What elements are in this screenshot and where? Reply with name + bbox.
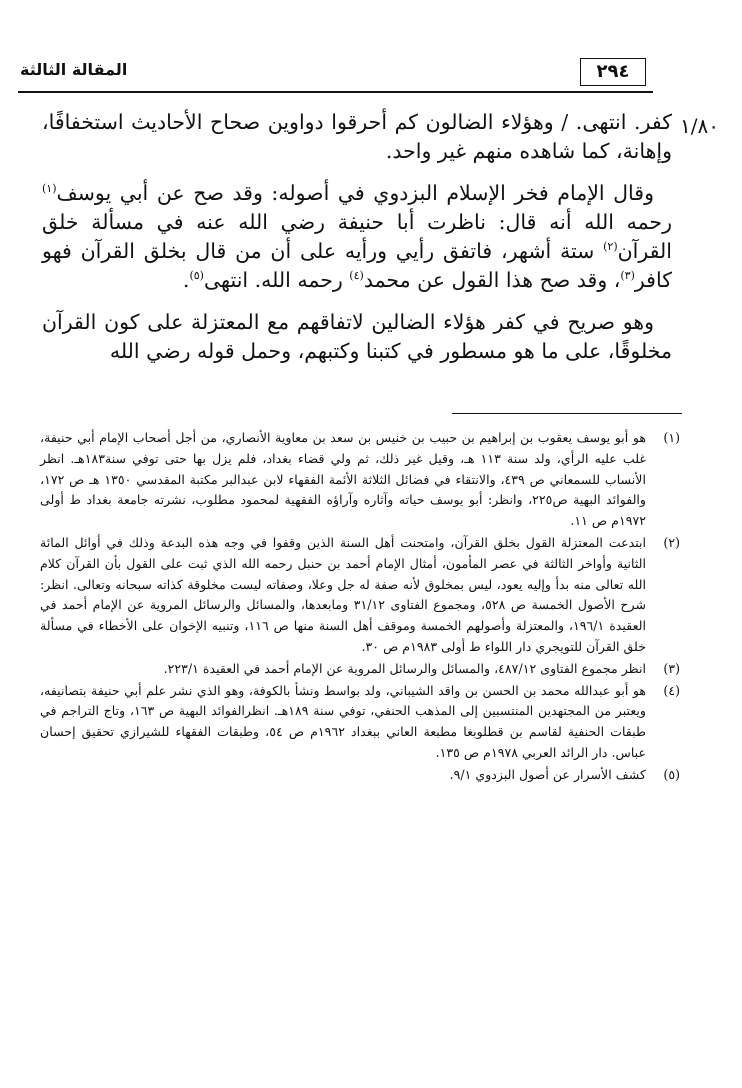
paragraph-2-part-a: وقال الإمام فخر الإسلام البزدوي في أصوله: وقد صح عن أبي يوسف (56, 181, 654, 205)
footnote-marker: (٣) (663, 660, 680, 676)
footnote-5 (40, 765, 680, 786)
paragraph-2-part-e: رحمه الله. انتهى (203, 268, 350, 292)
footnote-text: هو أبو يوسف يعقوب بن إبراهيم بن حبيب بن خنيس بن سعد بن معاوية الأنصاري، من أجل أصحاب الإمام أبي حنيفة، غلب عليه الرأي، ولد سنة ١١٣ هـ، وقيل غير ذلك، ثم ولي قضاء بغداد، فلم يزل بها حتى توفي سنة١٨٣هـ. انظر الأنساب للسمعاني ص ٤٣٩، والانتقاء في فضائل الثلاثة الأئمة الفقهاء لابن عبدالبر مكتبة المقدسي ١٣٥٠ هـ ص ١٧٢، والفوائد البهية ص٢٢٥، وانظر: أبو يوسف حياته وآثاره وآراؤه الفقهية لمحمود مطلوب، نشرته جامعة بغداد ط أولى ١٩٧٢م ص ١١. (40, 430, 646, 529)
header-rule (18, 91, 653, 93)
footnotes (40, 428, 680, 787)
footnote-separator (452, 413, 682, 414)
footnote-marker: (٥) (663, 766, 680, 782)
footnote-ref-2: (٢) (603, 240, 618, 254)
footnote-2 (40, 533, 680, 658)
footnote-1 (40, 428, 680, 532)
paragraph-2-part-b: رحمه الله أنه قال: ناظرت أبا حنيفة رضي الله عنه في مسألة خلق القرآن (42, 210, 672, 263)
footnote-text: ابتدعت المعتزلة القول بخلق القرآن، وامتحنت أهل السنة الذين وقفوا في وجه هذه البدعة وذلك في أوائل المائة الثانية وأواخر الثالثة في عصر المأمون، أمثال الإمام أحمد بن حنبل رحمه الله الذي ثبت على القول بأن القرآن كلام الله تعالى منه بدأ وإليه يعود، ليس بمخلوق لأنه صفة له جل وعلا، وصفاته ليست مخلوقة كذاته سبحانه وتعالى. انظر: شرح الأصول الخمسة ص ٥٢٨، ومجموع الفتاوى ٣١/١٢ ومابعدها، والمسائل والرسائل المروية عن الإمام أحمد في العقيدة ١٩٦/١، والمعتزلة وأصولهم الخمسة وموقف أهل السنة منها ص ١١٦، وتنبيه الإخوان على الأخطاء في مسألة خلق القرآن للتويجري دار اللواء ط أولى ١٩٨٣م ص ٣٠. (40, 534, 647, 654)
paragraph-1: كفر. انتهى. / وهؤلاء الضالون كم أحرقوا دواوين صحاح الأحاديث استخفافًا، وإهانة، كما شاهده منهم غير واحد. (42, 110, 672, 163)
footnote-ref-3: (٣) (620, 269, 635, 283)
footnote-text: انظر مجموع الفتاوى ٤٨٧/١٢، والمسائل والرسائل المروية عن الإمام أحمد في العقيدة ٢٢٣/١. (163, 660, 646, 676)
paragraph-2-part-d: ، وقد صح هذا القول عن محمد (363, 268, 621, 292)
footnote-ref-4: (٤) (349, 269, 364, 283)
footnote-text: هو أبو عبدالله محمد بن الحسن بن واقد الشيباني، ولد بواسط ونشأ بالكوفة، وهو الذي نشر علم أبي حنيفة بتصانيفه، ويعتبر من المجتهدين المنتسبين إلى المذهب الحنفي، توفي سنة ١٨٩هـ. انظرالفوائد البهية ص ١٦٣، وتاج التراجم في طبقات الحنفية لقاسم بن قطلوبغا مطبعة العاني ببغداد ١٩٦٢م ص ٥٤، وطبقات الفقهاء للشيرازي تحقيق إحسان عباس. دار الرائد العربي ١٩٧٨م ص ١٣٥. (40, 682, 647, 760)
paragraph-2-part-f: . (182, 268, 190, 292)
margin-reference: ١/٨٠ (680, 114, 719, 138)
paragraph-2 (42, 179, 672, 295)
main-text (42, 108, 672, 379)
paragraph-3: وهو صريح في كفر هؤلاء الضالين لاتفاقهم مع المعتزلة على كون القرآن مخلوقًا، على ما هو مسطور في كتبنا وكتبهم، وحمل قوله رضي الله (42, 310, 672, 363)
footnote-4 (40, 681, 680, 764)
footnote-marker: (١) (663, 430, 680, 445)
footnote-3 (40, 659, 680, 680)
footnote-ref-5: (٥) (189, 269, 204, 283)
page-number: ٢٩٤ (580, 58, 646, 86)
footnote-ref-1: (١) (42, 182, 57, 196)
footnote-text: كشف الأسرار عن أصول البزدوي ٩/١. (449, 766, 646, 782)
running-header-title: المقالة الثالثة (20, 60, 128, 79)
footnote-marker: (٢) (663, 534, 680, 550)
paragraph-2-part-c: ستة أشهر، فاتفق رأيي ورأيه على أن من قال بخلق القرآن فهو كافر (42, 239, 672, 292)
footnote-marker: (٤) (663, 682, 680, 698)
